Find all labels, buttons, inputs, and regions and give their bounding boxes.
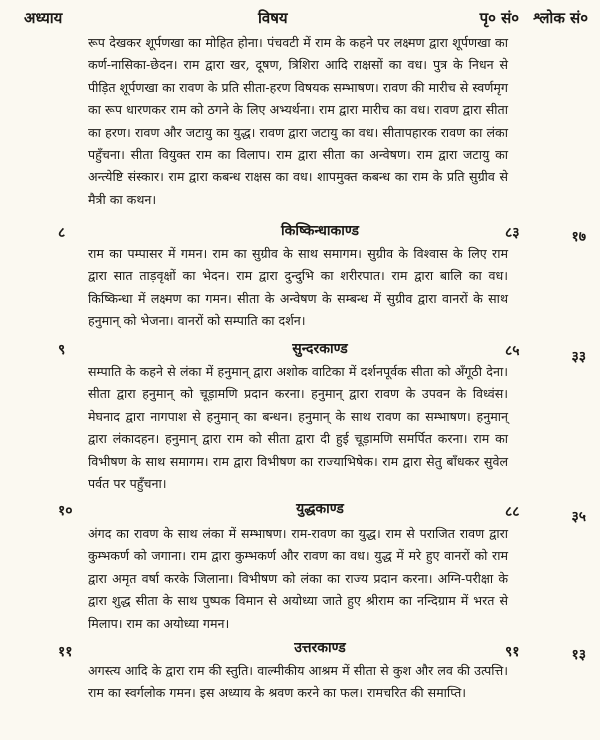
- chapter-page: ८३: [505, 225, 520, 241]
- chapter-verses: ३३: [571, 349, 586, 365]
- chapter-title: उत्तरकाण्ड: [294, 640, 346, 656]
- header-chapter: अध्याय: [24, 9, 63, 27]
- chapter-text: अंगद का रावण के साथ लंका में सम्भाषण। राम-रावण का युद्ध। राम से पराजित रावण द्वारा कुम्भकर्ण को जगाना। राम द्वारा कुम्भकर्ण और रावण का वध। युद्ध में मरे हुए वानरों को राम द्वारा अमृत वर्षा करके जिलाना। विभीषण को लंका का राज्य प्रदान करना। अग्नि-परीक्षा के द्वारा शुद्ध सीता के साथ पुष्पक विमान से अयोध्या जाते हुए श्रीराम का नन्दिग्राम में भरत से मिलाप। राम का अयोध्या गमन।: [88, 526, 508, 631]
- header-subject: विषय: [258, 9, 288, 27]
- chapter-title: युद्धकाण्ड: [296, 501, 344, 517]
- chapter-verses: ३५: [571, 509, 586, 525]
- header-verse-no: श्लोक सं०: [533, 9, 588, 27]
- chapter-text: राम का पम्पासर में गमन। राम का सुग्रीव के साथ समागम। सुग्रीव के विश्वास के लिए राम द्वारा सात ताड़वृक्षों का भेदन। राम द्वारा दुन्दुभि का शरीरपात। राम द्वारा बालि का वध। किष्किन्धा में लक्ष्मण का गमन। सीता के अन्वेषण के सम्बन्ध में सुग्रीव द्वारा वानरों के साथ हनुमान् को भेजना। वानरों को सम्पाति का दर्शन।: [88, 246, 508, 329]
- header-page-no: पृ० सं०: [479, 9, 520, 27]
- chapter-number: ८: [58, 225, 66, 241]
- intro-paragraph: रूप देखकर शूर्पणखा का मोहित होना। पंचवटी में राम के कहने पर लक्ष्मण द्वारा शूर्पणखा का कर्ण-नासिका-छेदन। राम द्वारा खर, दूषण, त्रिशिरा आदि राक्षसों का वध। पुत्र के निधन से पीड़ित शूर्पणखा का रावण के प्रति सीता-हरण विषयक सम्भाषण। रावण की मारीच से स्वर्णमृग का रूप धारणकर राम को ठगने के लिए अभ्यर्थना। राम द्वारा मारीच का वध। रावण द्वारा सीता का हरण। रावण और जटायु का युद्ध। रावण द्वारा जटायु का वध। सीतापहारक रावण का लंका पहुँचना। सीता वियुक्त राम का विलाप। राम द्वारा सीता का अन्वेषण। राम द्वारा जटायु का अन्त्येष्टि संस्कार। राम द्वारा कबन्ध राक्षस का वध। शापमुक्त कबन्ध का राम के प्रति सुग्रीव से मैत्री का कथन।: [88, 35, 508, 207]
- chapter-page: ८५: [505, 343, 520, 359]
- chapter-number: ११: [58, 644, 73, 660]
- chapter-title: सुन्दरकाण्ड: [292, 341, 348, 357]
- chapter-text: अगस्त्य आदि के द्वारा राम की स्तुति। वाल्मीकीय आश्रम में सीता से कुश और लव की उत्पत्ति। राम का स्वर्गलोक गमन। इस अध्याय के श्रवण करने का फल। रामचरित की समाप्ति।: [88, 663, 508, 701]
- header-numbers: [466, 8, 588, 28]
- chapter-verses: १७: [571, 229, 586, 245]
- chapter-number: ९: [58, 342, 66, 358]
- chapter-page: ९१: [505, 644, 520, 660]
- chapter-verses: १३: [571, 647, 586, 663]
- chapter-text: सम्पाति के कहने से लंका में हनुमान् द्वारा अशोक वाटिका में दर्शनपूर्वक सीता को अँगूठी देना। सीता द्वारा हनुमान् को चूड़ामणि प्रदान करना। हनुमान् द्वारा रावण के उपवन के विध्वंस। मेघनाद द्वारा नागपाश से हनुमान् का बन्धन। हनुमान् के साथ रावण का सम्भाषण। हनुमान् द्वारा लंकादहन। हनुमान् द्वारा राम को सीता द्वारा दी हुई चूड़ामणि समर्पित करना। राम का विभीषण के साथ समागम। राम द्वारा विभीषण का राज्याभिषेक। राम द्वारा सेतु बाँधकर सुवेल पर्वत पर पहुँचना।: [88, 364, 508, 492]
- chapter-page: ८८: [505, 504, 520, 520]
- chapter-number: १०: [58, 503, 73, 519]
- chapter-title: किष्किन्धाकाण्ड: [280, 223, 360, 239]
